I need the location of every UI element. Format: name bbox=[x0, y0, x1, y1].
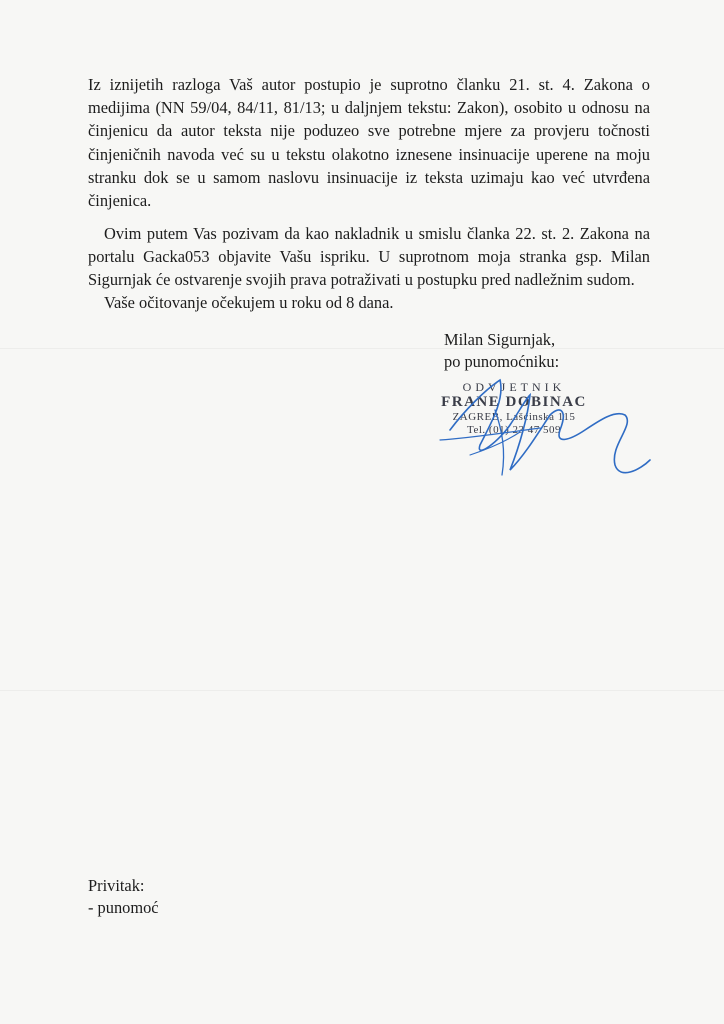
signature-block bbox=[444, 329, 559, 373]
stamp-address: ZAGREB, Lašćinska 115 bbox=[452, 411, 576, 423]
text-line: Sigurnjak će ostvarenje svojih prava potraživati u postupku pred nadležnim sudom. bbox=[88, 270, 635, 290]
paragraph-deadline bbox=[88, 291, 650, 314]
text-line: činjenicu da autor teksta nije poduzeo sve potrebne mjere za provjeru točnosti bbox=[88, 121, 650, 141]
text-line: stranku dok se u samom naslovu insinuacije iz teksta uzimaju kao već utvrđena bbox=[88, 167, 650, 187]
text-line: činjenica. bbox=[88, 191, 152, 211]
attachment-item: - punomoć bbox=[88, 898, 159, 917]
client-name: Milan Sigurnjak, bbox=[444, 330, 556, 349]
attorney-label: po punomoćniku: bbox=[444, 352, 560, 371]
attachment-label: Privitak: bbox=[88, 876, 145, 895]
paragraph-legal-basis bbox=[88, 73, 650, 212]
attachment-block bbox=[88, 875, 159, 919]
text-line: činjeničnih navoda već su u tekstu olakotno iznesene insinuacije uperene na moju bbox=[88, 144, 650, 164]
text-line: portalu Gacka053 objavite Vašu ispriku. U suprotnom moja stranka gsp. Milan bbox=[88, 247, 650, 267]
stamp-phone: Tel. (01) 23 47 509 bbox=[467, 424, 561, 436]
text-line: Ovim putem Vas pozivam da kao nakladnik u smislu članka 22. st. 2. Zakona na bbox=[104, 224, 650, 243]
paper-fold bbox=[0, 348, 724, 349]
stamp-name: FRANE DOBINAC bbox=[441, 394, 587, 410]
text-line: Iz iznijetih razloga Vaš autor postupio je suprotno članku 21. st. 4. Zakona o bbox=[88, 75, 650, 94]
handwritten-signature bbox=[410, 370, 660, 500]
paper-fold bbox=[0, 690, 724, 691]
text-line: Vaše očitovanje očekujem u roku od 8 dana. bbox=[104, 293, 394, 312]
text-line: medijima (NN 59/04, 84/11, 81/13; u daljnjem tekstu: Zakon), osobito u odnosu na bbox=[88, 98, 650, 118]
paragraph-request bbox=[88, 222, 650, 292]
stamp-title: ODVJETNIK bbox=[462, 380, 566, 394]
